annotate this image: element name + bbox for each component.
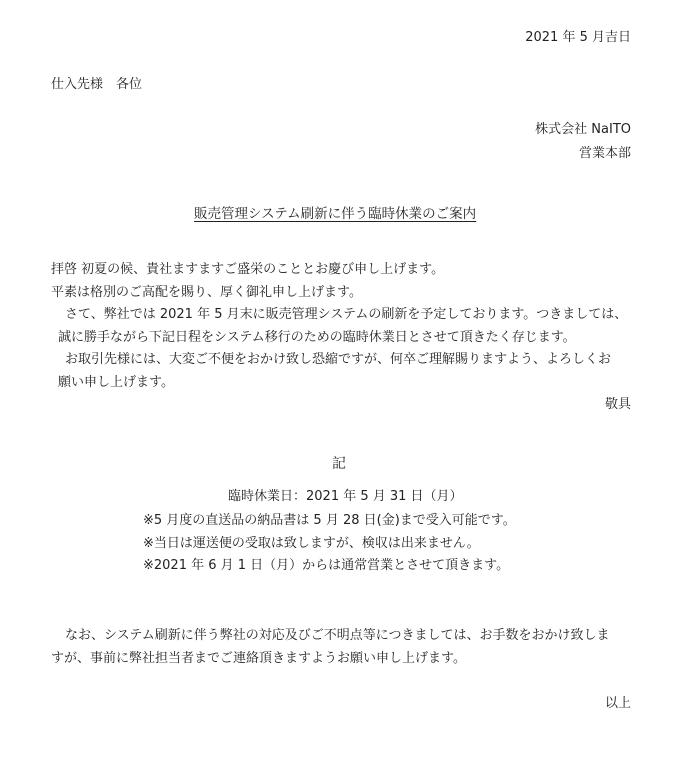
holiday-date: 臨時休業日：2021 年 5 月 31 日（月）: [228, 489, 463, 504]
closing-ijou: 以上: [604, 696, 631, 711]
body-line-3: さて、弊社では 2021 年 5 月末に販売管理システムの刷新を予定しております。つきましては、: [65, 307, 628, 322]
body-line-5: お取引先様には、大変ご不便をおかけ致し恐縮ですが、何卒ご理解賜りますよう、よろしくお: [65, 352, 612, 367]
body-line-2: 平素は格別のご高配を賜り、厚く御礼申し上げます。: [51, 285, 362, 300]
ki-heading: 記: [332, 456, 346, 472]
note-1: ※5 月度の直送品の納品書は 5 月 28 日(金)まで受入可能です。: [143, 513, 516, 528]
letter-date: 2021 年 5 月吉日: [525, 30, 631, 45]
footer-line-1: なお、システム刷新に伴う弊社の対応及びご不明点等につきましては、お手数をおかけ致しま: [65, 628, 610, 643]
note-3: ※2021 年 6 月 1 日（月）からは通常営業とさせて頂きます。: [143, 558, 510, 573]
body-line-6: 願い申し上げます。: [58, 375, 174, 390]
note-2: ※当日は運送便の受取は致しますが、検収は出来ません。: [143, 536, 480, 551]
closing-keigu: 敬具: [604, 397, 631, 412]
addressee: 仕入先様 各位: [51, 77, 143, 92]
body-line-4: 誠に勝手ながら下記日程をシステム移行のための臨時休業日とさせて頂きたく存じます。: [58, 330, 576, 345]
sender-company: 株式会社 NaITO: [535, 122, 631, 137]
sender-department: 営業本部: [578, 146, 631, 161]
letter-title: 販売管理システム刷新に伴う臨時休業のご案内: [194, 206, 477, 222]
footer-line-2: すが、事前に弊社担当者までご連絡頂きますようお願い申し上げます。: [51, 651, 466, 666]
body-line-1: 拝啓 初夏の候、貴社ますますご盛栄のこととお慶び申し上げます。: [51, 262, 445, 277]
